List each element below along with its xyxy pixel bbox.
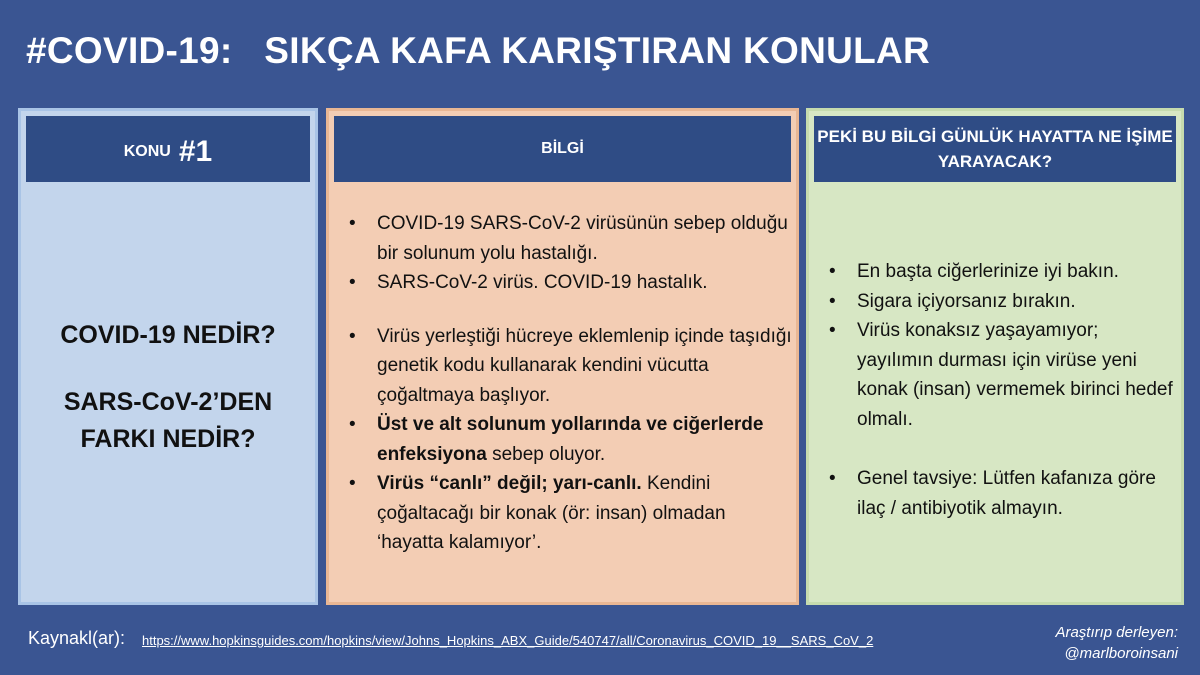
topic-header (26, 116, 310, 182)
info-item: • COVID-19 SARS-CoV-2 virüsünün sebep olduğu bir solunum yolu hastalığı. (337, 209, 792, 268)
usage-item: • En başta ciğerlerinize iyi bakın. (817, 257, 1177, 287)
info-item (337, 469, 792, 558)
question-covid: COVID-19 NEDİR? (60, 321, 276, 349)
topic-header-label: KONU (123, 143, 171, 160)
credit-handle: @marlboroinsani (1064, 645, 1178, 662)
usage-column (806, 108, 1184, 605)
source-label: Kaynakl(ar): (28, 628, 126, 648)
info-item-bold: Üst ve alt solunum yollarında ve ciğerlerde enfeksiyona (377, 414, 764, 465)
question-sars-line2: FARKI NEDİR? (80, 425, 256, 453)
info-item-bold: Virüs “canlı” değil; yarı-canlı. (377, 473, 642, 494)
info-column (326, 108, 799, 605)
slide-title: #COVID-19: SIKÇA KAFA KARIŞTIRAN KONULAR (26, 30, 931, 71)
info-item: • Virüs yerleştiği hücreye eklemlenip içinde taşıdığı genetik kodu kullanarak kendini vücutta çoğaltmaya başlıyor. (337, 322, 792, 411)
question-sars-line1: SARS-CoV-2’DEN (63, 388, 273, 416)
usage-list (817, 257, 1177, 523)
info-item-text: Kendini çoğaltacağı bir konak (ör: insan) olmadan ‘hayatta kalamıyor’. (377, 473, 726, 553)
credit-label: Araştırıp derleyen: (1055, 624, 1178, 641)
usage-header: PEKİ BU BİLGİ GÜNLÜK HAYATTA NE İŞİME YARAYACAK? (814, 116, 1176, 182)
usage-item: • Virüs konaksız yaşayamıyor; yayılımın durması için virüse yeni konak (insan) vermemek birinci hedef olmalı. (817, 316, 1177, 434)
usage-item: • Genel tavsiye: Lütfen kafanıza göre ilaç / antibiyotik almayın. (817, 464, 1177, 523)
topic-questions (21, 317, 315, 458)
usage-item: • Sigara içiyorsanız bırakın. (817, 287, 1177, 317)
author-credit (1055, 622, 1178, 664)
source-link[interactable]: https://www.hopkinsguides.com/hopkins/view/Johns_Hopkins_ABX_Guide/540747/all/Coronavirus_COVID_19__SARS_CoV_2 (142, 633, 874, 648)
info-item (337, 410, 792, 469)
topic-header-number: #1 (178, 135, 213, 168)
topic-column (18, 108, 318, 605)
info-item-text: sebep oluyor. (486, 443, 606, 465)
info-item: • SARS-CoV-2 virüs. COVID-19 hastalık. (337, 268, 792, 298)
info-header: BİLGİ (334, 116, 791, 182)
info-list (337, 209, 792, 558)
